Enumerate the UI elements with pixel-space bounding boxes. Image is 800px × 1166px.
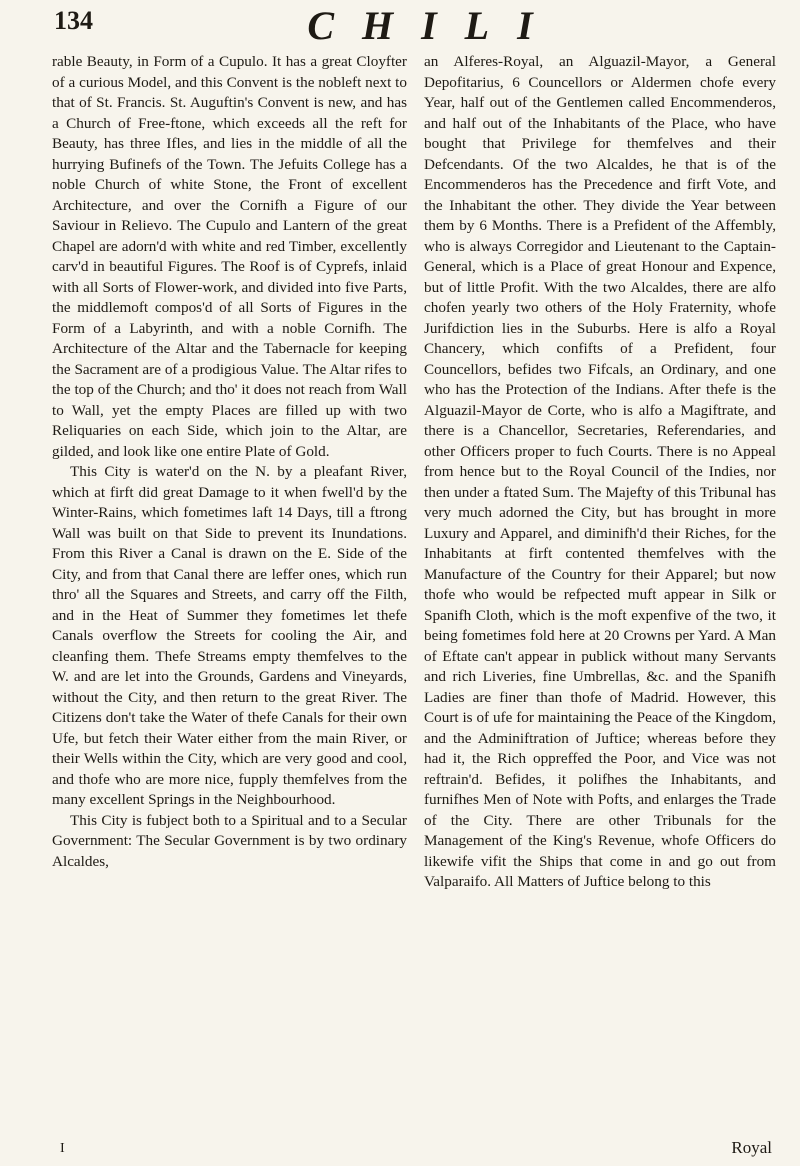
- right-paragraph-1: an Alferes-Royal, an Alguazil-Mayor, a General Depofitarius, 6 Councellors or Aldermen chofe every Year, half out of the Gentlemen called Encommenderos, and half out of the Inhabitants of the Place, who have bought that Privilege for themfelves and their Defcendants. Of the two Alcaldes, he that is of the Encommenderos has the Precedence and firft Vote, and the Inhabitant the other. They divide the Year between them by 6 Months. There is a Prefident of the Affembly, who is always Corregidor and Lieutenant to the Captain-General, which is a Place of great Honour and Expence, but of little Profit. With the two Alcaldes, there are alfo chofen yearly two others of the Holy Fraternity, whofe Jurifdiction lies in the Suburbs. Here is alfo a Royal Chancery, which confifts of a Prefident, four Councellors, befides two Fifcals, an Ordinary, and one who has the Protection of the Indians. After thefe is the Alguazil-Mayor de Corte, who is alfo a Magiftrate, and there is a Chancellor, Secretaries, Referendaries, and other Officers proper to fuch Courts. There is no Appeal from hence but to the Royal Council of the Indies, nor then under a ftated Sum. The Majefty of this Tribunal has very much adorned the City, but has brought in more Luxury and Apparel, and diminifh'd their Riches, for the Inhabitants at firft contented themfelves with the Manufacture of the Country for their Apparel; but now thofe who would be refpected muft appear in Silk or Spanifh Cloth, which is the moft expenfive of the two, it being fometimes fold here at 20 Crowns per Yard. A Man of Eftate can't appear in publick without many Servants and rich Liveries, fine Umbrellas, &c. and the Spanifh Ladies are finer than thofe of Madrid. However, this Court is of ufe for maintaining the Peace of the Kingdom, and the Adminiftration of Juftice; whereas before they had it, the Rich oppreffed the Poor, and Vice was not reftrain'd. Befides, it polifhes the Inhabitants, and furnifhes Men of Note with Pofts, and enlarges the Trade of the City. There are other Tribunals for the Management of the King's Revenue, whofe Officers do likewife vifit the Ships that come in and go out from Valparaifo. All Matters of Juftice belong to this: [424, 53, 776, 890]
- page-number: 134: [54, 6, 93, 35]
- signature-mark: I: [60, 1141, 65, 1156]
- running-title: CHILI: [307, 3, 561, 48]
- page-header: [28, 2, 780, 48]
- left-paragraph-3: This City is fubject both to a Spiritual and to a Secular Government: The Secular Government is by two ordinary Alcaldes,: [52, 811, 407, 870]
- left-column: [52, 52, 407, 872]
- left-paragraph-1: rable Beauty, in Form of a Cupulo. It has a great Cloyfter of a curious Model, and this Convent is the nobleft next to that of St. Francis. St. Auguftin's Convent is new, and has a Church of Free-ftone, which exceeds all the reft for Beauty, has three Ifles, and lies in the middle of all the hurrying Bufinefs of the Town. The Jefuits College has a noble Church of white Stone, the Front of excellent Architecture, and over the Cornifh a Figure of our Saviour in Relievo. The Cupulo and Lantern of the great Chapel are adorn'd with white and red Timber, excellently carv'd in beautiful Figures. The Roof is of Cyprefs, inlaid with all Sorts of Flower-work, and divided into five Parts, the middlemoft compos'd of all Sorts of Figures in the Form of a Labyrinth, and with a noble Cornifh. The Architecture of the Altar and the Tabernacle for keeping the Sacrament are of a prodigious Value. The Altar rifes to the top of the Church; and tho' it does not reach from Wall to Wall, yet the empty Places are filled up with two Reliquaries on each Side, which join to the Altar, are gilded, and look like one entire Plate of Gold.: [52, 53, 407, 460]
- catchword: Royal: [731, 1138, 772, 1157]
- left-paragraph-2: This City is water'd on the N. by a pleafant River, which at firft did great Damage to it when fwell'd by the Winter-Rains, which fometimes laft 14 Days, till a ftrong Wall was built on that Side to prevent its Inundations. From this River a Canal is drawn on the E. Side of the City, and from that Canal there are leffer ones, which run thro' all the Squares and Streets, and carry off the Filth, and in the Heat of Summer they fometimes let thefe Canals overflow the Streets for cooling the Air, and cleanfing them. Thefe Streams empty themfelves to the W. and are let into the Grounds, Gardens and Vineyards, without the City, and then return to the great River. The Citizens don't take the Water of thefe Canals for their own Ufe, but fetch their Water either from the main River, or their Wells within the City, which are very good and cool, and thofe who are more nice, fupply themfelves from the many excellent Springs in the Neighbourhood.: [52, 463, 407, 808]
- right-column: [424, 52, 776, 893]
